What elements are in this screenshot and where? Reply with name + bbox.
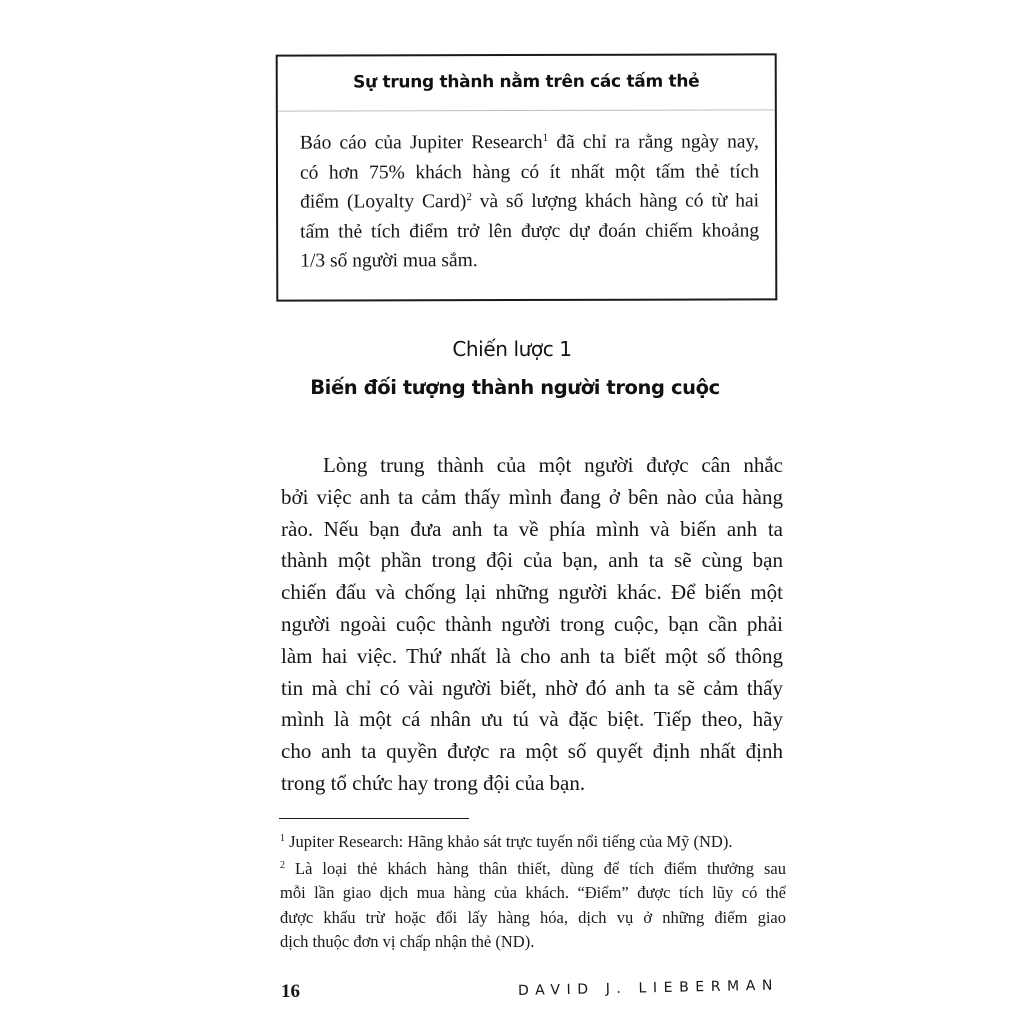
body-line: rào. Nếu bạn đưa anh ta về phía mình và biến anh ta [281, 516, 783, 541]
sidebar-box-title: Sự trung thành nằm trên các tấm thẻ [353, 71, 700, 93]
line-text: và số lượng khách hàng có từ hai [471, 190, 760, 213]
footnotes [280, 830, 786, 955]
sidebar-box-line: tấm thẻ tích điểm trở lên được dự đoán chiếm khoảng [300, 220, 760, 243]
body-paragraph [281, 450, 783, 800]
section-title: Biến đối tượng thành người trong cuộc [310, 376, 720, 399]
footnote-2 [280, 857, 786, 882]
body-line: Lòng trung thành của một người được cân nhắc [323, 453, 783, 477]
sidebar-box-body [300, 127, 759, 276]
footnote-2-line: dịch thuộc đơn vị chấp nhận thẻ (ND). [280, 932, 535, 951]
body-line: tin mà chỉ có vài người biết, nhờ đó anh ta sẽ cảm thấy [281, 675, 783, 700]
footnote-marker-2: 2 [280, 859, 285, 871]
sidebar-box [276, 53, 778, 301]
line-text: Báo cáo của Jupiter Research [299, 131, 543, 154]
body-line: mình là một cá nhân ưu tú và đặc biệt. Tiếp theo, hãy [281, 707, 783, 732]
running-head-author: DAVID J. LIEBERMAN [517, 977, 780, 999]
body-line: cho anh ta quyền được ra một số quyết định nhất định [281, 739, 783, 764]
footnote-text: Jupiter Research: Hãng khảo sát trực tuyến nổi tiếng của Mỹ (ND). [289, 832, 733, 851]
line-text: điểm (Loyalty Card) [300, 191, 467, 213]
body-line: làm hai việc. Thứ nhất là cho anh ta biết một số thông [281, 643, 783, 668]
footnote-marker-1: 1 [280, 833, 285, 844]
footnote-ref-1[interactable]: 1 [542, 131, 549, 144]
body-line: người ngoài cuộc thành người trong cuộc, bạn cần phải [281, 611, 783, 636]
footnote-2-line: được khấu trừ hoặc đổi lấy hàng hóa, dịch vụ ở những điểm giao [280, 907, 786, 927]
sidebar-box-line: 1/3 số người mua sắm. [300, 250, 478, 272]
line-text: đã chỉ ra rằng ngày nay, [548, 131, 759, 153]
sidebar-box-line [300, 127, 759, 158]
sidebar-box-divider [278, 109, 775, 111]
sidebar-box-line: có hơn 75% khách hàng có ít nhất một tấm thẻ tích [299, 160, 760, 184]
body-line: chiến đấu và chống lại những người khác. Để biến một [281, 580, 783, 605]
body-line: bởi việc anh ta cảm thấy mình đang ở bên nào của hàng [281, 484, 783, 509]
footnote-1 [280, 830, 786, 855]
section-label: Chiến lược 1 [452, 337, 572, 361]
footnote-2-line: mỗi lần giao dịch mua hàng của khách. “Điểm” được tích lũy có thể [280, 883, 786, 902]
footnote-ref-2[interactable]: 2 [466, 191, 472, 204]
footnote-separator [279, 818, 469, 819]
page-number: 16 [281, 981, 300, 1002]
footnote-text: Là loại thẻ khách hàng thân thiết, dùng để tích điểm thưởng sau [295, 858, 787, 878]
sidebar-box-line [300, 187, 759, 218]
body-line: trong tổ chức hay trong đội của bạn. [281, 770, 586, 795]
body-line: thành một phần trong đội của bạn, anh ta sẽ cùng bạn [281, 548, 783, 573]
